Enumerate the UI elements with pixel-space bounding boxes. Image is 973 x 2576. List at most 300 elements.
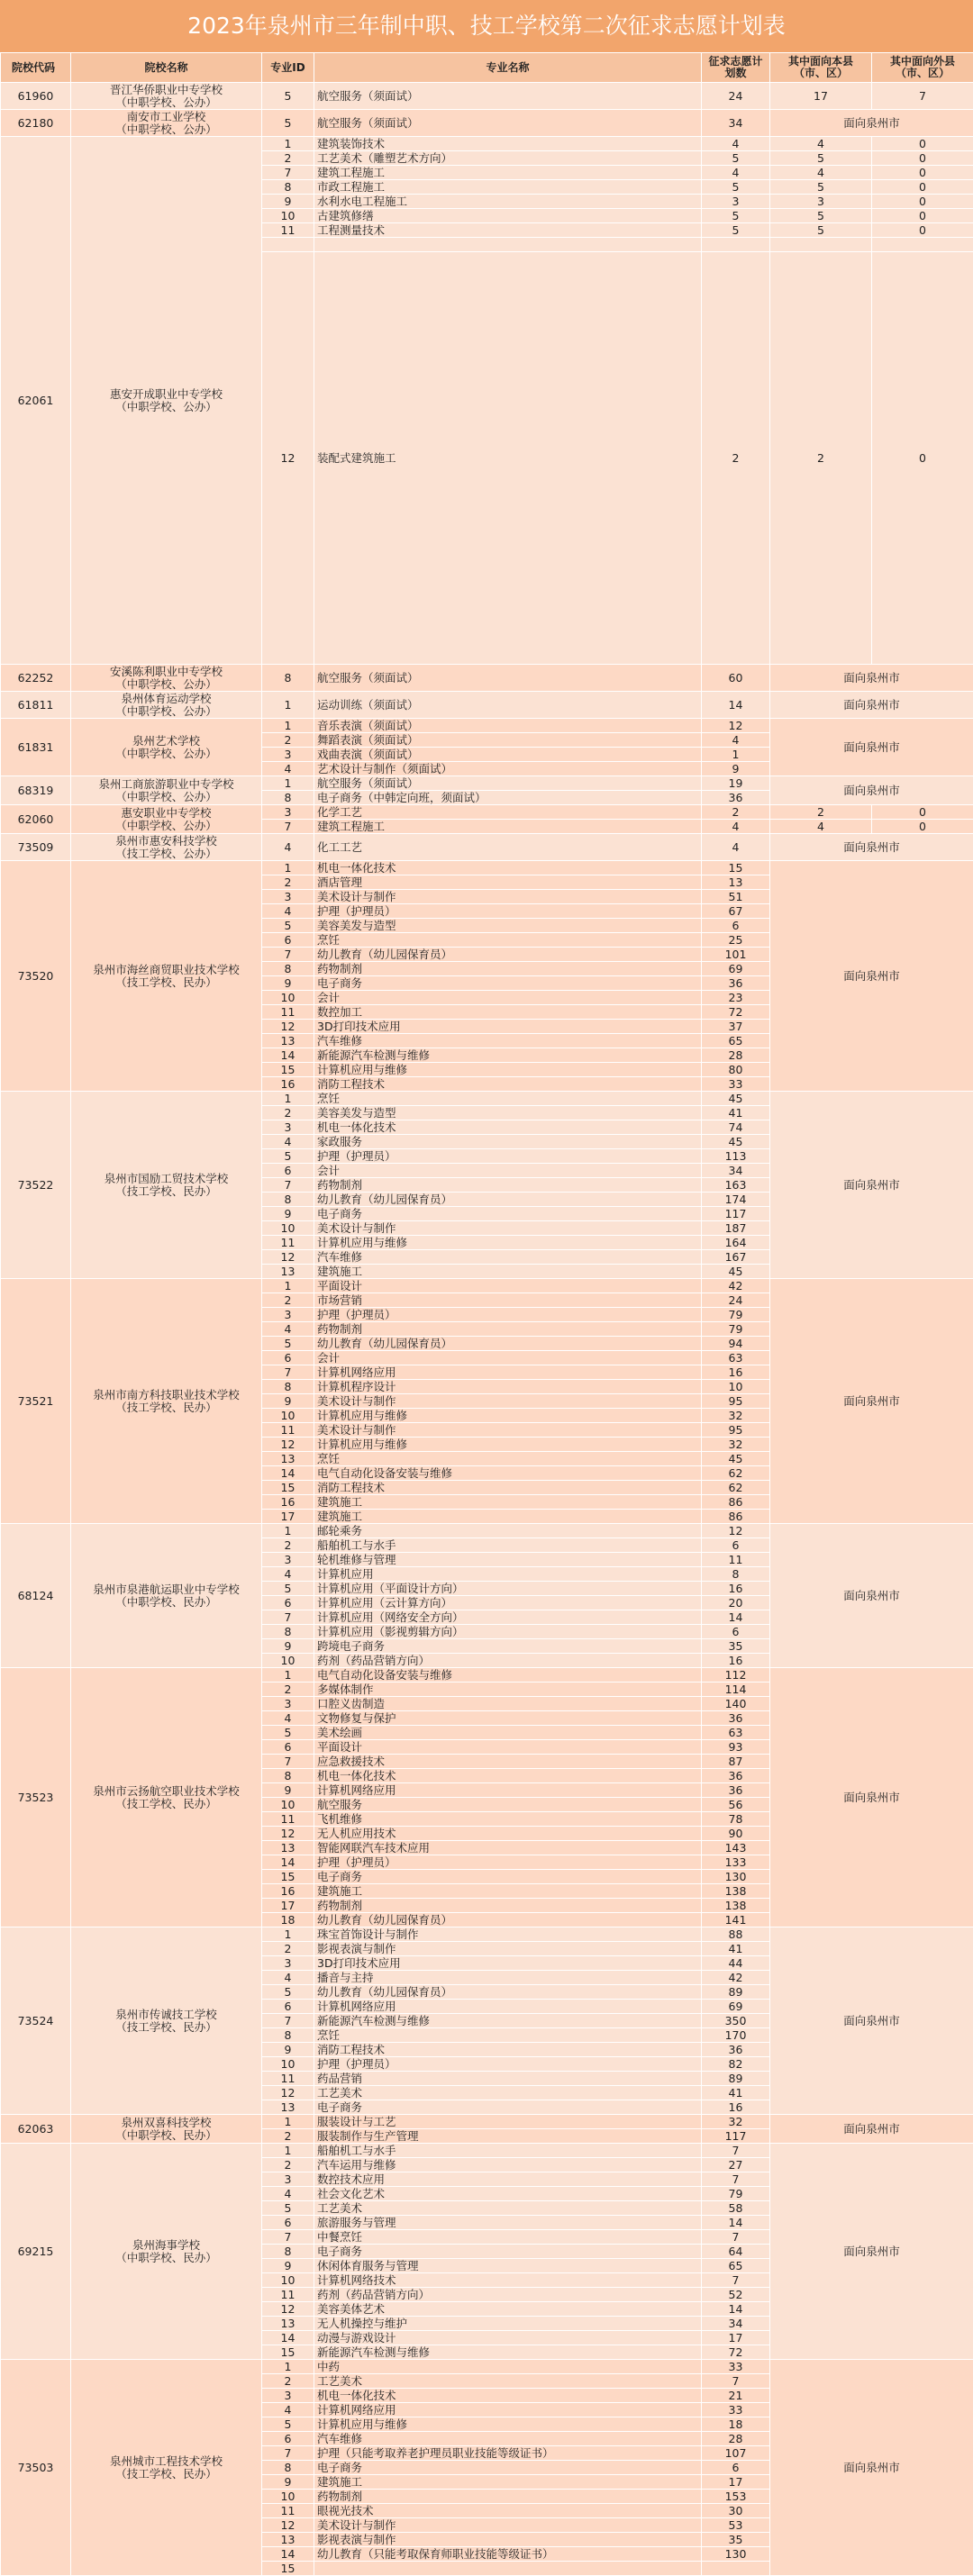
major-name: 应急救援技术: [314, 1755, 702, 1769]
plan-count: 4: [702, 834, 770, 861]
plan-count: [702, 2562, 770, 2576]
major-id: 17: [262, 1510, 314, 1524]
plan-count: 30: [702, 2504, 770, 2518]
plan-count: 5: [702, 223, 770, 238]
table-row: [1, 1279, 973, 1293]
major-name: 建筑施工: [314, 1510, 702, 1524]
school-name-cell: [71, 1092, 262, 1279]
major-id: 9: [262, 2259, 314, 2273]
major-name: 化学工艺: [314, 805, 702, 820]
plan-count: 89: [702, 1985, 770, 2000]
major-name: 计算机应用（云计算方向）: [314, 1596, 702, 1610]
major-name: 美容美发与造型: [314, 1106, 702, 1120]
major-id: 15: [262, 1481, 314, 1495]
major-name: 化工工艺: [314, 834, 702, 861]
quota-merged: 面向泉州市: [770, 2115, 973, 2144]
plan-count: 2: [702, 805, 770, 820]
local-quota: 2: [770, 805, 872, 820]
major-name: 药物制剂: [314, 962, 702, 976]
major-id: 6: [262, 1351, 314, 1365]
school-name-cell: [71, 137, 262, 665]
major-id: 3: [262, 1956, 314, 1971]
school-name: 泉州艺术学校: [74, 735, 259, 747]
plan-count: 34: [702, 1164, 770, 1178]
outside-quota: 0: [872, 137, 973, 151]
plan-count: 64: [702, 2245, 770, 2259]
major-id: 7: [262, 1610, 314, 1625]
major-name: 动漫与游戏设计: [314, 2331, 702, 2345]
plan-count: 4: [702, 166, 770, 180]
major-name: 影视表演与制作: [314, 1942, 702, 1956]
major-name: 水利水电工程施工: [314, 195, 702, 209]
major-id: 12: [262, 1438, 314, 1452]
quota-merged: 面向泉州市: [770, 665, 973, 692]
major-name: 药品营销: [314, 2072, 702, 2086]
major-name: 消防工程技术: [314, 1481, 702, 1495]
plan-count: 44: [702, 1956, 770, 1971]
plan-count: 63: [702, 1351, 770, 1365]
major-id: 5: [262, 1582, 314, 1596]
major-id: 11: [262, 223, 314, 238]
major-name: 轮机维修与管理: [314, 1553, 702, 1567]
major-id: 5: [262, 1726, 314, 1740]
major-id: 11: [262, 2072, 314, 2086]
major-name: 计算机应用与维修: [314, 1236, 702, 1250]
school-name-cell: [71, 2144, 262, 2360]
table-row: [1, 83, 973, 110]
major-name: 眼视光技术: [314, 2504, 702, 2518]
plan-count: 113: [702, 1149, 770, 1164]
school-type: （中职学校、民办）: [74, 2252, 259, 2263]
school-type: （中职学校、公办）: [74, 705, 259, 717]
plan-count: 5: [702, 151, 770, 166]
major-name: 计算机网络应用: [314, 2000, 702, 2014]
major-name: 船舶机工与水手: [314, 2144, 702, 2158]
major-name: 建筑装饰技术: [314, 137, 702, 151]
table-row: [1, 861, 973, 875]
school-code: 73503: [1, 2360, 71, 2576]
table-row: [1, 692, 973, 719]
school-type: （技工学校、民办）: [74, 1185, 259, 1197]
school-type: （中职学校、公办）: [74, 748, 259, 759]
school-type: （中职学校、民办）: [74, 2129, 259, 2141]
quota-merged: 面向泉州市: [770, 2144, 973, 2360]
school-name: 泉州市泉港航运职业中专学校: [74, 1583, 259, 1595]
school-type: （技工学校、民办）: [74, 976, 259, 988]
major-id: 8: [262, 2245, 314, 2259]
major-name: 计算机网络应用: [314, 1783, 702, 1798]
major-name: 烹饪: [314, 1452, 702, 1466]
col-major-name: 专业名称: [314, 53, 702, 83]
school-code: 68319: [1, 776, 71, 805]
major-id: 13: [262, 1034, 314, 1048]
major-name: 计算机应用（平面设计方向）: [314, 1582, 702, 1596]
plan-count: 17: [702, 2475, 770, 2490]
major-id: 4: [262, 2187, 314, 2201]
major-name: 工艺美术: [314, 2086, 702, 2100]
major-id: 16: [262, 1077, 314, 1092]
school-name-cell: [71, 1279, 262, 1524]
table-row: [1, 776, 973, 791]
local-quota: 5: [770, 151, 872, 166]
quota-merged: 面向泉州市: [770, 692, 973, 719]
major-id: 7: [262, 2014, 314, 2028]
plan-count: 45: [702, 1135, 770, 1149]
major-id: 6: [262, 1596, 314, 1610]
major-id: 5: [262, 110, 314, 137]
major-id: 7: [262, 1365, 314, 1380]
major-name: 船舶机工与水手: [314, 1538, 702, 1553]
major-name: 幼儿教育（幼儿园保育员）: [314, 1985, 702, 2000]
major-name: 美容美体艺术: [314, 2302, 702, 2317]
quota-merged: 面向泉州市: [770, 2360, 973, 2576]
plan-count: 65: [702, 1034, 770, 1048]
plan-count: 32: [702, 1438, 770, 1452]
plan-count: 89: [702, 2072, 770, 2086]
plan-count: 4: [702, 137, 770, 151]
major-name: 建筑施工: [314, 1884, 702, 1899]
plan-count: 138: [702, 1899, 770, 1913]
plan-count: 36: [702, 791, 770, 805]
plan-count: 33: [702, 1077, 770, 1092]
school-type: （中职学校、公办）: [74, 401, 259, 413]
major-id: 13: [262, 1265, 314, 1279]
major-name: 音乐表演（须面试）: [314, 719, 702, 733]
plan-count: 16: [702, 1365, 770, 1380]
school-name: 泉州市海丝商贸职业技术学校: [74, 964, 259, 975]
plan-count: 14: [702, 2216, 770, 2230]
major-name: 计算机程序设计: [314, 1380, 702, 1394]
plan-count: 42: [702, 1971, 770, 1985]
school-name-cell: [71, 719, 262, 776]
school-name: 泉州双喜科技学校: [74, 2117, 259, 2128]
major-name: 烹饪: [314, 1092, 702, 1106]
major-name: 建筑施工: [314, 1495, 702, 1510]
major-id: 14: [262, 1048, 314, 1063]
major-name: 药剂（药品营销方向）: [314, 1654, 702, 1668]
major-id: 9: [262, 1783, 314, 1798]
plan-count: 35: [702, 1639, 770, 1654]
plan-count: 6: [702, 2461, 770, 2475]
plan-count: 6: [702, 1625, 770, 1639]
plan-count: 87: [702, 1755, 770, 1769]
major-id: 8: [262, 1625, 314, 1639]
outside-quota: 0: [872, 195, 973, 209]
table-row: [1, 719, 973, 733]
plan-count: 41: [702, 1106, 770, 1120]
major-name: 美术设计与制作: [314, 890, 702, 904]
major-name: 新能源汽车检测与维修: [314, 2014, 702, 2028]
major-id: 3: [262, 1553, 314, 1567]
plan-count: 79: [702, 1322, 770, 1337]
major-name: 播音与主持: [314, 1971, 702, 1985]
major-id: 13: [262, 1841, 314, 1855]
major-name: 机电一体化技术: [314, 1769, 702, 1783]
school-name: 泉州工商旅游职业中专学校: [74, 778, 259, 790]
major-id: 8: [262, 180, 314, 195]
major-id: 15: [262, 2562, 314, 2576]
plan-count: 18: [702, 2417, 770, 2432]
plan-count: 143: [702, 1841, 770, 1855]
major-name: 电气自动化设备安装与维修: [314, 1668, 702, 1683]
table-row: [1, 1927, 973, 1942]
major-id: 11: [262, 1236, 314, 1250]
plan-count: 15: [702, 861, 770, 875]
major-name: 新能源汽车检测与维修: [314, 1048, 702, 1063]
major-id: 11: [262, 1423, 314, 1438]
major-id: 18: [262, 1913, 314, 1927]
plan-count: 114: [702, 1683, 770, 1697]
plan-count: 36: [702, 2043, 770, 2057]
school-name-cell: [71, 861, 262, 1092]
quota-merged: 面向泉州市: [770, 834, 973, 861]
school-type: （中职学校、公办）: [74, 123, 259, 135]
plan-count: 33: [702, 2360, 770, 2374]
major-name: 护理（护理员）: [314, 1308, 702, 1322]
major-id: 7: [262, 2230, 314, 2245]
major-id: 16: [262, 1884, 314, 1899]
school-type: （技工学校、民办）: [74, 1401, 259, 1413]
major-id: 1: [262, 692, 314, 719]
plan-count: 80: [702, 1063, 770, 1077]
quota-merged: 面向泉州市: [770, 110, 973, 137]
major-name: 航空服务（须面试）: [314, 83, 702, 110]
school-code: 73524: [1, 1927, 71, 2115]
school-code: 62252: [1, 665, 71, 692]
major-name: 智能网联汽车技术应用: [314, 1841, 702, 1855]
outside-quota: 0: [872, 209, 973, 223]
major-id: 1: [262, 1668, 314, 1683]
major-name: 汽车维修: [314, 1034, 702, 1048]
plan-count: 141: [702, 1913, 770, 1927]
major-name: 美术设计与制作: [314, 1423, 702, 1438]
plan-count: 90: [702, 1827, 770, 1841]
plan-count: 82: [702, 2057, 770, 2072]
plan-count: 24: [702, 83, 770, 110]
plan-count: 79: [702, 1308, 770, 1322]
major-name: 舞蹈表演（须面试）: [314, 733, 702, 748]
major-id: 2: [262, 875, 314, 890]
major-name: 计算机应用与维修: [314, 1438, 702, 1452]
plan-count: 112: [702, 1668, 770, 1683]
major-id: 10: [262, 1654, 314, 1668]
major-name: 护理（护理员）: [314, 904, 702, 919]
school-name: 泉州市惠安科技学校: [74, 835, 259, 847]
major-id: 14: [262, 2547, 314, 2562]
page-title: 2023年泉州市三年制中职、技工学校第二次征求志愿计划表: [0, 0, 973, 52]
major-name: 3D打印技术应用: [314, 1020, 702, 1034]
plan-count: 130: [702, 2547, 770, 2562]
plan-count: 130: [702, 1870, 770, 1884]
major-name: 护理（护理员）: [314, 1149, 702, 1164]
major-name: 计算机网络应用: [314, 1365, 702, 1380]
plan-count: 2: [702, 252, 770, 665]
school-code: 62061: [1, 137, 71, 665]
plan-count: 45: [702, 1092, 770, 1106]
plan-count: 36: [702, 1783, 770, 1798]
major-id: 12: [262, 252, 314, 665]
plan-count: 94: [702, 1337, 770, 1351]
major-id: 1: [262, 861, 314, 875]
major-name: 平面设计: [314, 1740, 702, 1755]
school-name: 泉州市南方科技职业技术学校: [74, 1389, 259, 1401]
major-name: 药物制剂: [314, 1178, 702, 1193]
plan-count: 37: [702, 1020, 770, 1034]
school-name-cell: [71, 2360, 262, 2576]
major-name: 药剂（药品营销方向）: [314, 2288, 702, 2302]
major-id: 8: [262, 1769, 314, 1783]
major-id: 1: [262, 137, 314, 151]
major-id: 2: [262, 1538, 314, 1553]
major-id: 9: [262, 2475, 314, 2490]
major-name: 电气自动化设备安装与维修: [314, 1466, 702, 1481]
major-id: 1: [262, 1524, 314, 1538]
major-id: 12: [262, 2302, 314, 2317]
major-id: 1: [262, 1279, 314, 1293]
table-row: [1, 805, 973, 820]
plan-count: 5: [702, 180, 770, 195]
plan-count: 78: [702, 1812, 770, 1827]
major-name: 电子商务: [314, 2245, 702, 2259]
major-id: 6: [262, 1164, 314, 1178]
outside-quota: 0: [872, 151, 973, 166]
school-name: 泉州市国励工贸技术学校: [74, 1173, 259, 1184]
plan-count: 164: [702, 1236, 770, 1250]
major-name: 会计: [314, 1164, 702, 1178]
plan-count: 25: [702, 933, 770, 948]
major-name: 电子商务: [314, 2100, 702, 2115]
major-id: 16: [262, 1495, 314, 1510]
major-id: 3: [262, 1120, 314, 1135]
plan-count: 117: [702, 1207, 770, 1221]
major-id: 10: [262, 209, 314, 223]
major-name: 装配式建筑施工: [314, 252, 702, 665]
major-id: 13: [262, 2317, 314, 2331]
major-name: 计算机应用: [314, 1567, 702, 1582]
school-code: 69215: [1, 2144, 71, 2360]
major-id: 6: [262, 2216, 314, 2230]
major-id: 12: [262, 1020, 314, 1034]
plan-count: 23: [702, 991, 770, 1005]
major-name: 工程测量技术: [314, 223, 702, 238]
school-code: 73521: [1, 1279, 71, 1524]
major-id: 10: [262, 2057, 314, 2072]
major-id: 4: [262, 834, 314, 861]
plan-count: 69: [702, 962, 770, 976]
major-id: 11: [262, 2288, 314, 2302]
local-quota: 4: [770, 137, 872, 151]
major-name: 建筑施工: [314, 2475, 702, 2490]
major-id: 10: [262, 2273, 314, 2288]
plan-count: 4: [702, 733, 770, 748]
major-id: 3: [262, 2172, 314, 2187]
plan-count: 153: [702, 2490, 770, 2504]
plan-count: 13: [702, 875, 770, 890]
major-name: 珠宝首饰设计与制作: [314, 1927, 702, 1942]
major-id: 1: [262, 2360, 314, 2374]
plan-count: 14: [702, 1610, 770, 1625]
plan-count: 34: [702, 110, 770, 137]
major-name: 幼儿教育（幼儿园保育员）: [314, 1193, 702, 1207]
major-id: 17: [262, 1899, 314, 1913]
table-row: [1, 834, 973, 861]
major-name: 计算机网络技术: [314, 2273, 702, 2288]
major-name: 机电一体化技术: [314, 1120, 702, 1135]
major-name: 邮轮乘务: [314, 1524, 702, 1538]
plan-count: 6: [702, 1538, 770, 1553]
plan-count: 17: [702, 2331, 770, 2345]
major-name: 航空服务（须面试）: [314, 665, 702, 692]
major-name: 艺术设计与制作（须面试）: [314, 762, 702, 776]
major-name: 新能源汽车检测与维修: [314, 2345, 702, 2360]
major-id: 1: [262, 719, 314, 733]
school-code: 61811: [1, 692, 71, 719]
major-id: 8: [262, 1380, 314, 1394]
plan-count: [702, 238, 770, 252]
school-name-cell: [71, 1524, 262, 1668]
major-id: 14: [262, 1855, 314, 1870]
major-id: 5: [262, 1149, 314, 1164]
major-name: 跨境电子商务: [314, 1639, 702, 1654]
major-id: 3: [262, 748, 314, 762]
major-id: 2: [262, 1293, 314, 1308]
major-name: 计算机网络应用: [314, 2403, 702, 2417]
major-id: 1: [262, 1927, 314, 1942]
outside-quota: 0: [872, 805, 973, 820]
header-row: [1, 53, 973, 83]
school-code: 61831: [1, 719, 71, 776]
school-name: 泉州市传诚技工学校: [74, 2009, 259, 2020]
plan-count: 36: [702, 1711, 770, 1726]
major-id: 4: [262, 762, 314, 776]
major-name: [314, 238, 702, 252]
major-id: 4: [262, 1971, 314, 1985]
major-name: 休闲体育服务与管理: [314, 2259, 702, 2273]
major-id: 15: [262, 2345, 314, 2360]
plan-count: 27: [702, 2158, 770, 2172]
major-id: 13: [262, 1452, 314, 1466]
major-name: 护理（护理员）: [314, 1855, 702, 1870]
school-code: 73509: [1, 834, 71, 861]
quota-merged: 面向泉州市: [770, 1092, 973, 1279]
school-name-cell: [71, 692, 262, 719]
major-id: 8: [262, 962, 314, 976]
major-id: 4: [262, 2403, 314, 2417]
major-name: 中餐烹饪: [314, 2230, 702, 2245]
plan-count: 51: [702, 890, 770, 904]
major-id: 13: [262, 2533, 314, 2547]
major-name: 建筑工程施工: [314, 820, 702, 834]
school-name: 晋江华侨职业中专学校: [74, 84, 259, 95]
major-id: 4: [262, 1711, 314, 1726]
school-type: （中职学校、公办）: [74, 820, 259, 831]
outside-quota: 7: [872, 83, 973, 110]
major-id: 2: [262, 2158, 314, 2172]
col-school-name: 院校名称: [71, 53, 262, 83]
major-name: 美术设计与制作: [314, 1394, 702, 1409]
local-quota: 17: [770, 83, 872, 110]
plan-count: 62: [702, 1481, 770, 1495]
plan-count: 20: [702, 1596, 770, 1610]
col-plan: 征求志愿计划数: [702, 53, 770, 83]
major-name: 口腔义齿制造: [314, 1697, 702, 1711]
major-name: 戏曲表演（须面试）: [314, 748, 702, 762]
major-name: 美术设计与制作: [314, 1221, 702, 1236]
major-id: 9: [262, 1207, 314, 1221]
plan-count: 72: [702, 1005, 770, 1020]
plan-count: 19: [702, 776, 770, 791]
local-quota: 5: [770, 180, 872, 195]
